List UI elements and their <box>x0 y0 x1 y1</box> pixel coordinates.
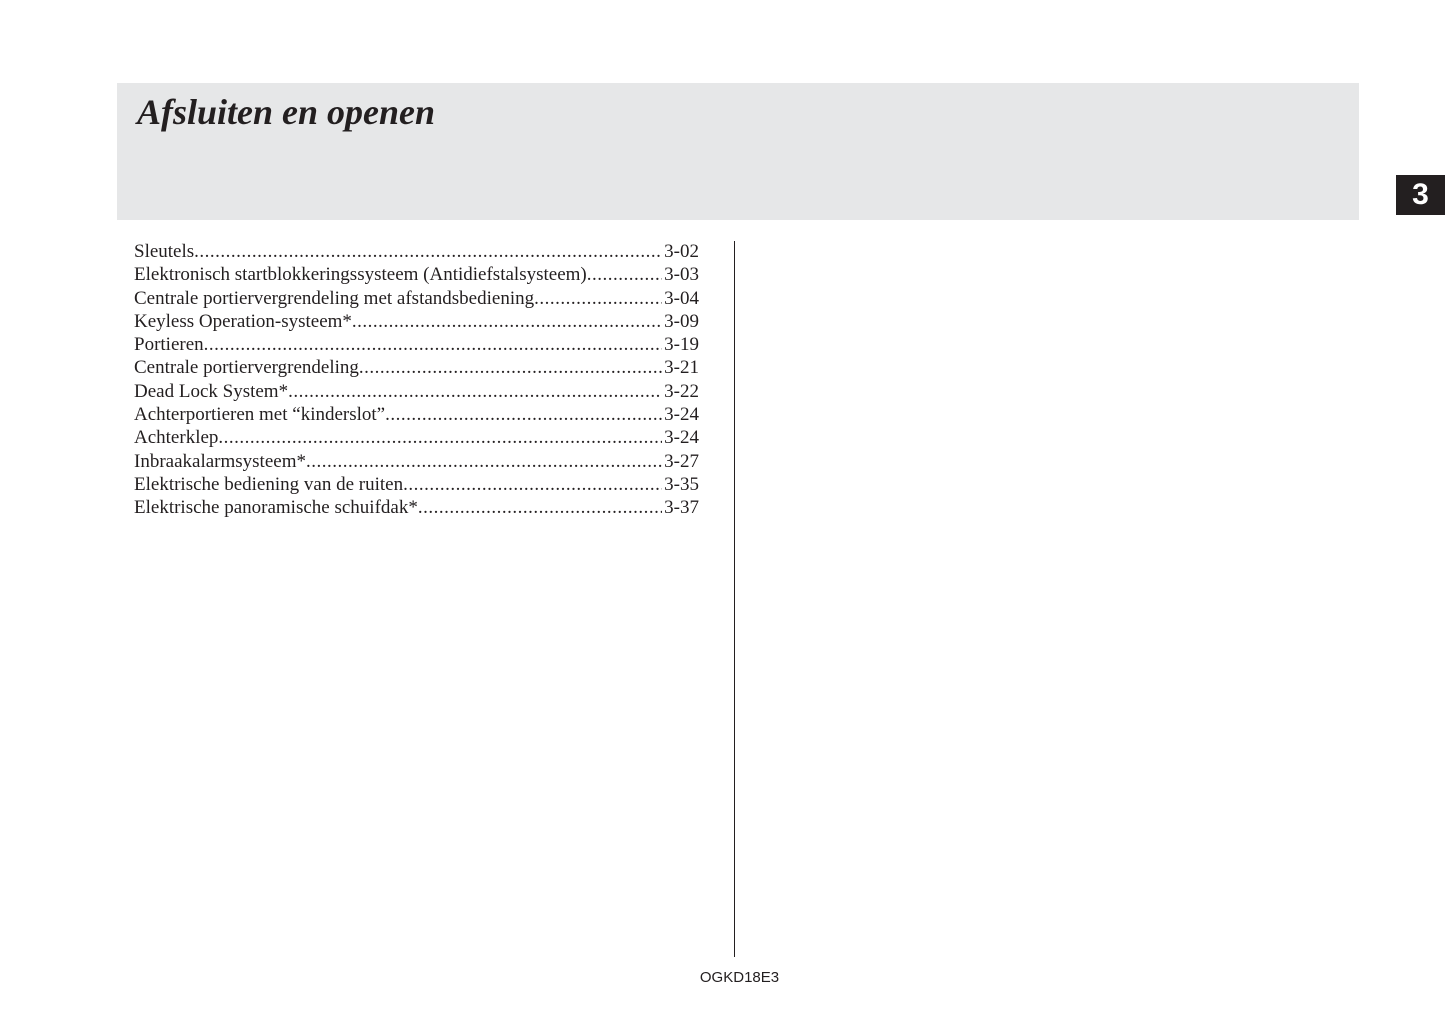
toc-entry-inbraakalarm[interactable] <box>134 450 699 473</box>
toc-entry-label: Elektrische bediening van de ruiten <box>134 473 404 495</box>
toc-entry-page: 3-22 <box>664 380 699 402</box>
toc-entry-achterklep[interactable] <box>134 426 699 449</box>
toc-entry-label: Elektronisch startblokkeringssysteem (Antidiefstalsysteem) <box>134 264 587 286</box>
chapter-number-tab: 3 <box>1396 175 1445 215</box>
toc-entry-page: 3-03 <box>664 264 699 286</box>
document-code: OGKD18E3 <box>699 969 780 986</box>
toc-entry-portieren[interactable] <box>134 333 699 356</box>
toc-entry-label: Inbraakalarmsysteem* <box>134 450 306 472</box>
toc-dot-leader <box>534 287 662 310</box>
toc-entry-label: Portieren <box>134 334 204 356</box>
toc-entry-label: Dead Lock System* <box>134 380 289 402</box>
toc-dot-leader <box>385 403 662 426</box>
toc-entry-page: 3-35 <box>664 473 699 495</box>
toc-dot-leader <box>194 240 662 263</box>
toc-entry-page: 3-27 <box>664 450 699 472</box>
toc-entry-page: 3-37 <box>664 497 699 519</box>
toc-entry-keyless-operation[interactable] <box>134 310 699 333</box>
toc-entry-page: 3-04 <box>664 287 699 309</box>
toc-entry-afstandsbediening[interactable] <box>134 287 699 310</box>
toc-entry-label: Elektrische panoramische schuifdak* <box>134 497 418 519</box>
toc-entry-page: 3-09 <box>664 310 699 332</box>
toc-dot-leader <box>418 496 662 519</box>
toc-dot-leader <box>218 426 662 449</box>
toc-entry-label: Sleutels <box>134 241 195 262</box>
toc-dot-leader <box>587 263 662 286</box>
toc-dot-leader <box>306 450 662 473</box>
toc-dot-leader <box>288 380 662 403</box>
toc-dot-leader <box>359 356 662 379</box>
toc-entry-page: 3-24 <box>664 404 699 426</box>
toc-entry-page: 3-02 <box>664 241 699 262</box>
toc-entry-centrale-portiervergrendeling[interactable] <box>134 356 699 379</box>
toc-entry-label: Keyless Operation-systeem* <box>134 310 352 332</box>
toc-entry-elektrische-ruiten[interactable] <box>134 473 699 496</box>
toc-entry-startblokkering[interactable] <box>134 263 699 286</box>
toc-entry-label: Centrale portiervergrendeling <box>134 357 359 379</box>
toc-dot-leader <box>403 473 662 496</box>
toc-entry-label: Achterportieren met “kinderslot” <box>134 404 386 426</box>
chapter-title: Afsluiten en openen <box>137 92 436 132</box>
toc-entry-page: 3-19 <box>664 334 699 356</box>
toc-dot-leader <box>352 310 662 333</box>
toc-entry-schuifdak[interactable] <box>134 496 699 519</box>
toc-entry-sleutels[interactable] <box>134 240 699 263</box>
toc-entry-label: Achterklep <box>134 427 219 449</box>
toc-entry-page: 3-21 <box>664 357 699 379</box>
toc-entry-label: Centrale portiervergrendeling met afstandsbediening <box>134 287 535 309</box>
toc-entry-kinderslot[interactable] <box>134 403 699 426</box>
toc-dot-leader <box>204 333 663 356</box>
toc-entry-dead-lock-system[interactable] <box>134 380 699 403</box>
table-of-contents <box>134 240 699 520</box>
column-divider <box>734 241 735 957</box>
chapter-header-band <box>117 83 1359 220</box>
toc-entry-page: 3-24 <box>664 427 699 449</box>
